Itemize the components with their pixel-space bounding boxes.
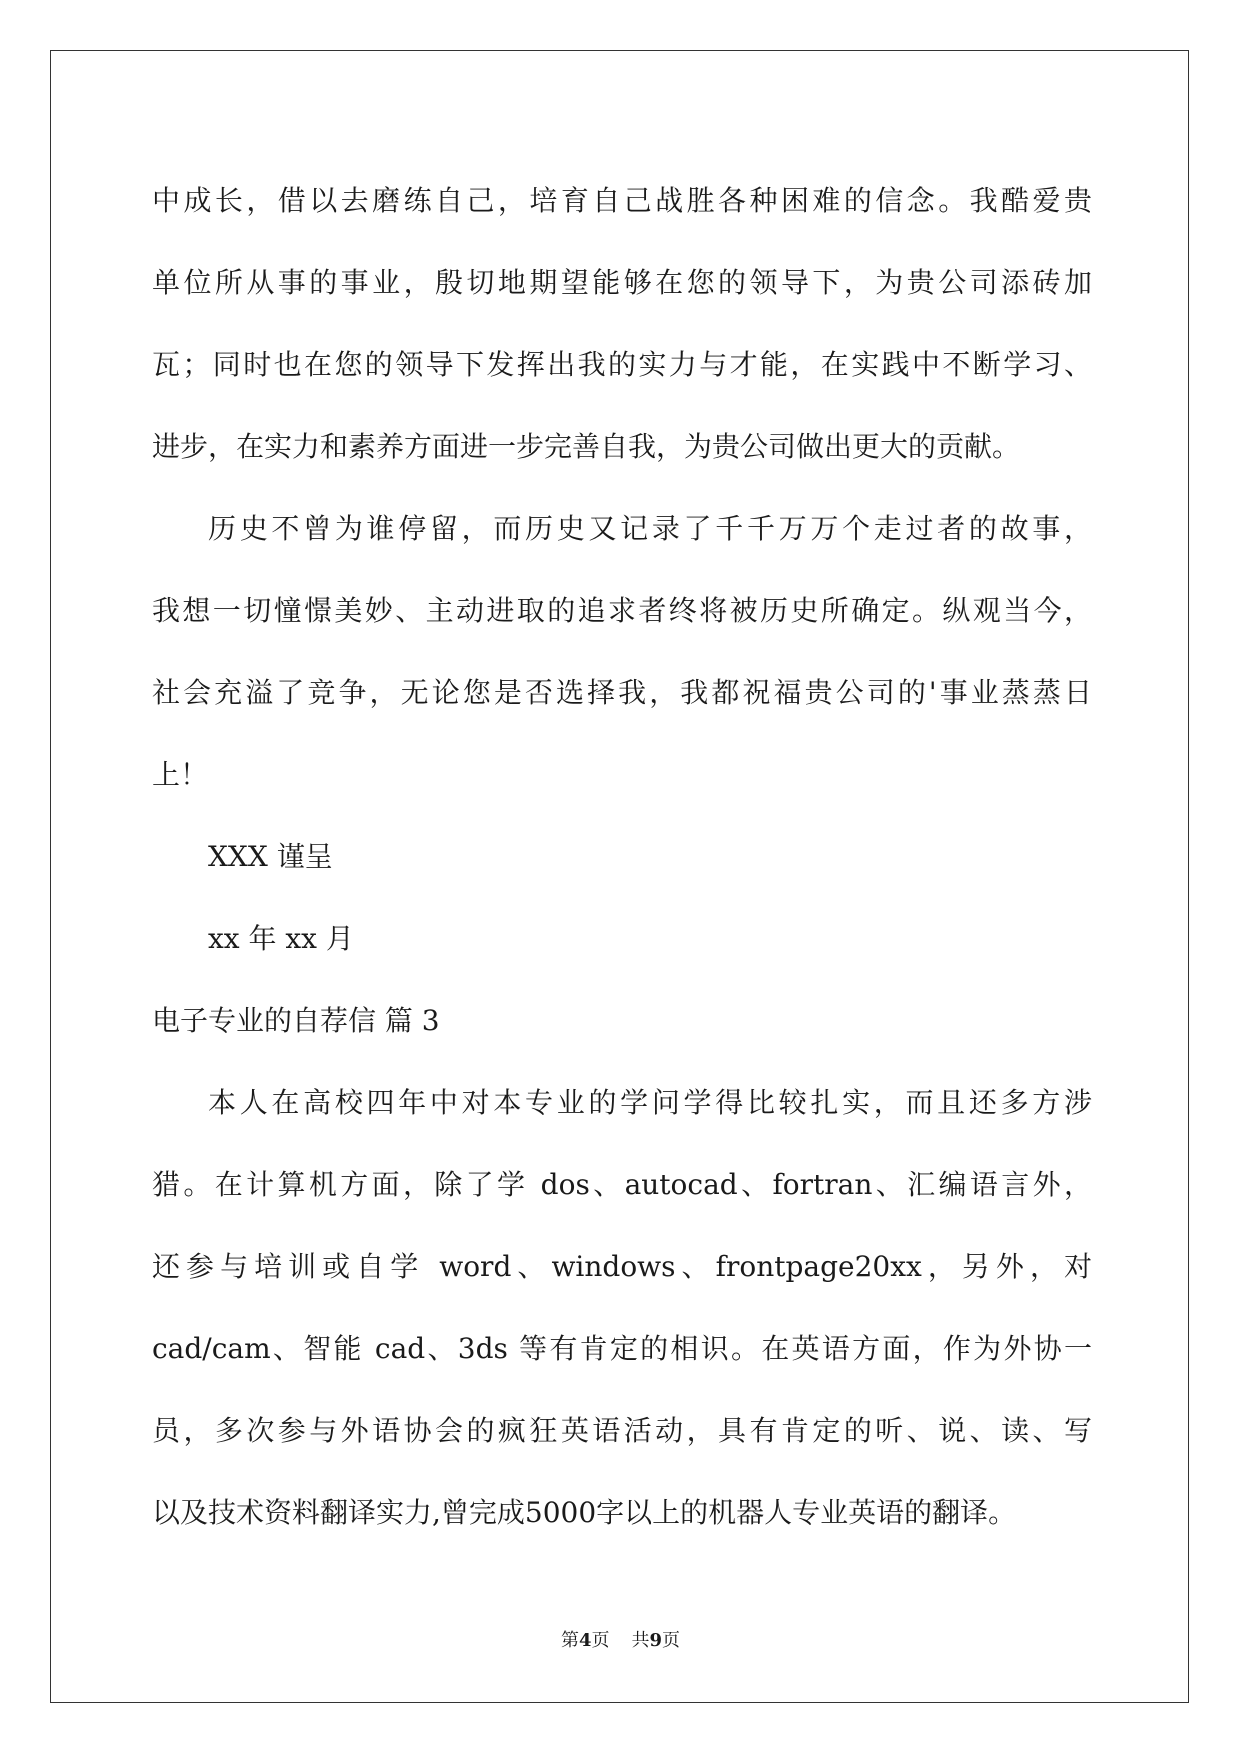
text-line: 社会充溢了竞争，无论您是否选择我，我都祝福贵公司的'事业蒸蒸日 xyxy=(152,676,1092,709)
text-line: 还参与培训或自学 word、windows、frontpage20xx，另外，对 xyxy=(152,1250,1092,1283)
text-line: 瓦；同时也在您的领导下发挥出我的实力与才能，在实践中不断学习、 xyxy=(152,348,1092,381)
signature-line: XXX 谨呈 xyxy=(208,840,333,873)
text-line: 我想一切憧憬美妙、主动进取的追求者终将被历史所确定。纵观当今， xyxy=(152,594,1092,627)
total-prefix: 共 xyxy=(631,1630,650,1651)
text-line: 进步，在实力和素养方面进一步完善自我，为贵公司做出更大的贡献。 xyxy=(152,430,1021,463)
page-footer xyxy=(0,1626,1241,1652)
text-line: cad/cam、智能 cad、3ds 等有肯定的相识。在英语方面，作为外协一 xyxy=(152,1332,1092,1365)
paragraph-start-line: 历史不曾为谁停留，而历史又记录了千千万万个走过者的故事， xyxy=(208,512,1092,545)
text-line: 单位所从事的事业，殷切地期望能够在您的领导下，为贵公司添砖加 xyxy=(152,266,1092,299)
text-line: 上！ xyxy=(152,758,209,791)
page-number: 4 xyxy=(578,1630,592,1651)
section-heading: 电子专业的自荐信 篇 3 xyxy=(152,1004,440,1037)
text-line: 猎。在计算机方面，除了学 dos、autocad、fortran、汇编语言外， xyxy=(152,1168,1092,1201)
page-suffix: 页 xyxy=(591,1630,610,1651)
paragraph-start-line: 本人在高校四年中对本专业的学问学得比较扎实，而且还多方涉 xyxy=(208,1086,1092,1119)
text-line: 以及技术资料翻译实力,曾完成5000字以上的机器人专业英语的翻译。 xyxy=(152,1496,1017,1529)
total-pages: 9 xyxy=(649,1630,663,1651)
text-line: 中成长，借以去磨练自己，培育自己战胜各种困难的信念。我酷爱贵 xyxy=(152,184,1092,217)
total-suffix: 页 xyxy=(662,1630,681,1651)
page-prefix: 第 xyxy=(560,1630,579,1651)
text-line: 员，多次参与外语协会的疯狂英语活动，具有肯定的听、说、读、写 xyxy=(152,1414,1092,1447)
date-line: xx 年 xx 月 xyxy=(208,922,354,955)
document-body xyxy=(152,160,1092,1554)
